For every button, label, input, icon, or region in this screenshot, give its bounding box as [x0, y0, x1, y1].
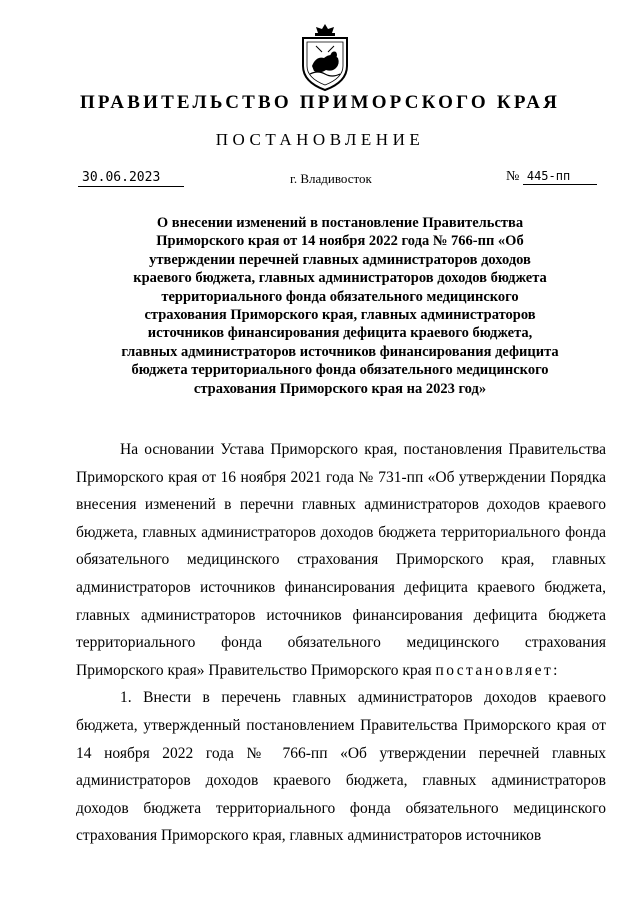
document-subject: О внесении изменений в постановление Правительства Приморского края от 14 ноября 2022 года № 766-пп «Об утверждении перечней главных администраторов доходов краевого бюджета, главных администраторов доходов бюджета территориального фонда обязательного медицинского страхования Приморского края, главных администраторов источников финансирования дефицита краевого бюджета, главных администраторов источников финансирования дефицита бюджета территориального фонда обязательного медицинского страхования Приморского края на 2023 год»	[121, 215, 559, 397]
document-city: г. Владивосток	[290, 171, 372, 186]
document-body	[76, 436, 606, 850]
body-paragraph	[76, 436, 606, 684]
resolution-word: постановляет:	[435, 661, 560, 679]
number-value: 445-пп	[523, 168, 597, 185]
document-date: 30.06.2023	[78, 170, 184, 187]
government-title: ПРАВИТЕЛЬСТВО ПРИМОРСКОГО КРАЯ	[79, 92, 561, 113]
number-label: №	[506, 169, 520, 184]
coat-of-arms-icon	[298, 22, 352, 92]
paragraph-text: 1. Внести в перечень главных администраторов доходов краевого бюджета, утвержденный постановлением Правительства Приморского края от 14 ноября 2022 года № 766-пп «Об утверждении перечней главных администраторов доходов краевого бюджета, главных администраторов доходов бюджета территориального фонда обязательного медицинского страхования Приморского края, главных администраторов источников	[76, 689, 606, 845]
document-type: ПОСТАНОВЛЕНИЕ	[215, 130, 425, 149]
document-number	[506, 168, 597, 185]
body-paragraph	[76, 684, 606, 850]
paragraph-text: На основании Устава Приморского края, постановления Правительства Приморского края от 16 ноября 2021 года № 731-пп «Об утверждении Порядка внесения изменений в перечни главных администраторов доходов краевого бюджета, главных администраторов доходов бюджета территориального фонда обязательного медицинского страхования Приморского края, главных администраторов источников финансирования дефицита краевого бюджета, главных администраторов источников финансирования дефицита бюджета территориального фонда обязательного медицинского страхования Приморского края» Правительство Приморского края	[76, 441, 606, 679]
